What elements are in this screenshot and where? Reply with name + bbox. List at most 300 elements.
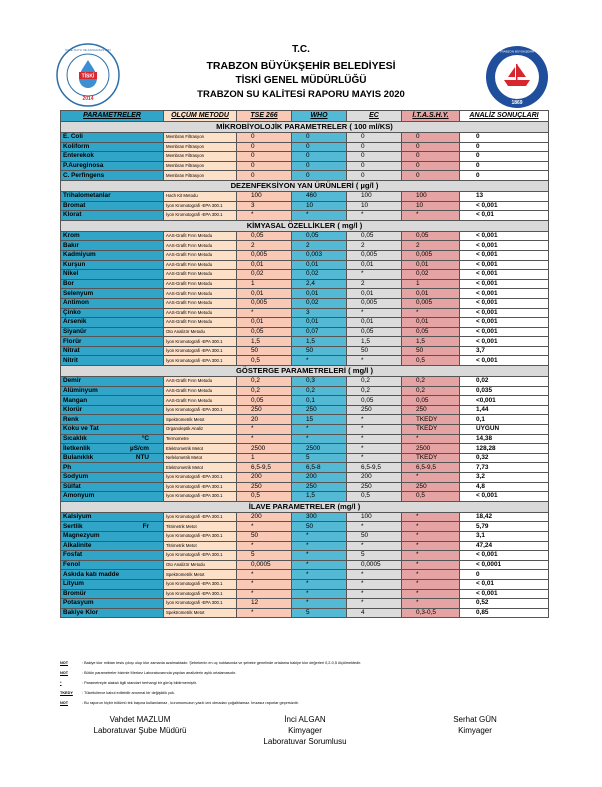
method-cell: AAS-Grafit Fırın Metodu bbox=[164, 377, 237, 387]
tse-cell: * bbox=[237, 589, 292, 599]
signature-title: Kimyager bbox=[288, 726, 322, 735]
who-cell: 200 bbox=[292, 473, 347, 483]
who-cell: 0 bbox=[292, 171, 347, 181]
method-cell: İyon Kromotografi -EPA 300.1 bbox=[164, 512, 237, 522]
result-cell: < 0,001 bbox=[460, 260, 549, 270]
tse-cell: 1 bbox=[237, 453, 292, 463]
result-cell: 0,1 bbox=[460, 415, 549, 425]
itashy-cell: 10 bbox=[402, 201, 460, 211]
result-cell: 3,7 bbox=[460, 346, 549, 356]
tse-cell: 200 bbox=[237, 473, 292, 483]
tse-cell: 250 bbox=[237, 482, 292, 492]
table-row bbox=[61, 560, 549, 570]
parameter-cell bbox=[61, 405, 164, 415]
who-cell: * bbox=[292, 541, 347, 551]
table-row bbox=[61, 405, 549, 415]
tse-cell: 0,005 bbox=[237, 250, 292, 260]
who-cell: * bbox=[292, 425, 347, 435]
itashy-cell: * bbox=[402, 541, 460, 551]
parameter-name: Kurşun bbox=[63, 260, 86, 268]
section-title: GÖSTERGE PARAMETRELERİ ( mg/l ) bbox=[61, 366, 549, 377]
method-cell: AAS-Grafit Fırın Metodu bbox=[164, 318, 237, 328]
tse-cell: 0 bbox=[237, 152, 292, 162]
section-title: DEZENFEKSİYON YAN ÜRÜNLERİ ( µg/l ) bbox=[61, 180, 549, 191]
tse-cell: 1,5 bbox=[237, 337, 292, 347]
itashy-cell: 0,005 bbox=[402, 298, 460, 308]
parameter-cell bbox=[61, 415, 164, 425]
who-cell: 10 bbox=[292, 201, 347, 211]
table-row bbox=[61, 337, 549, 347]
tse-cell: 12 bbox=[237, 599, 292, 609]
who-cell: 5 bbox=[292, 608, 347, 618]
method-cell: Spektrometrik Metot bbox=[164, 415, 237, 425]
result-cell: < 0,001 bbox=[460, 318, 549, 328]
ec-cell: * bbox=[347, 579, 402, 589]
who-cell: 2500 bbox=[292, 444, 347, 454]
itashy-cell: * bbox=[402, 589, 460, 599]
itashy-cell: * bbox=[402, 211, 460, 221]
parameter-name: Klorat bbox=[63, 211, 82, 219]
section-header bbox=[61, 501, 549, 512]
result-cell: 13 bbox=[460, 191, 549, 201]
col-header-itashy: İ.T.A.S.H.Y. bbox=[402, 111, 460, 122]
ec-cell: 0,2 bbox=[347, 377, 402, 387]
svg-text:2014: 2014 bbox=[82, 96, 94, 102]
signature-block-3 bbox=[415, 714, 535, 736]
who-cell: 3 bbox=[292, 308, 347, 318]
method-cell: Oto Analizör Metodu bbox=[164, 327, 237, 337]
who-cell: 50 bbox=[292, 346, 347, 356]
note-line bbox=[60, 691, 560, 701]
table-row bbox=[61, 453, 549, 463]
note-text: : Bütün parametreler bizimle Merkez Laboratuvarında yapılan analizlerin aylık ortalamasıdır. bbox=[82, 671, 237, 675]
result-cell: 0,035 bbox=[460, 386, 549, 396]
who-cell: 250 bbox=[292, 405, 347, 415]
itashy-cell: 0,01 bbox=[402, 260, 460, 270]
parameter-cell bbox=[61, 241, 164, 251]
itashy-cell: * bbox=[402, 579, 460, 589]
result-cell: < 0,001 bbox=[460, 231, 549, 241]
parameter-name: Çinko bbox=[63, 308, 81, 316]
tse-cell: 5 bbox=[237, 551, 292, 561]
ec-cell: 50 bbox=[347, 531, 402, 541]
who-cell: * bbox=[292, 570, 347, 580]
table-row bbox=[61, 260, 549, 270]
method-cell: İyon Kromotografi -EPA 300.1 bbox=[164, 599, 237, 609]
who-cell: * bbox=[292, 551, 347, 561]
itashy-cell: 0,01 bbox=[402, 289, 460, 299]
table-row bbox=[61, 171, 549, 181]
who-cell: 0,05 bbox=[292, 231, 347, 241]
tse-cell: 100 bbox=[237, 191, 292, 201]
parameter-name: Nitrat bbox=[63, 347, 80, 355]
parameter-cell bbox=[61, 270, 164, 280]
parameter-unit: NTU bbox=[135, 454, 149, 462]
tse-cell: 2500 bbox=[237, 444, 292, 454]
itashy-cell: * bbox=[402, 531, 460, 541]
tse-cell: 0,01 bbox=[237, 260, 292, 270]
parameter-name: Renk bbox=[63, 415, 79, 423]
parameter-name: Lityum bbox=[63, 580, 84, 588]
parameter-cell bbox=[61, 211, 164, 221]
parameter-name: İletkenlik bbox=[63, 444, 91, 452]
result-cell: 0 bbox=[460, 570, 549, 580]
who-cell: 1,5 bbox=[292, 337, 347, 347]
svg-text:TRABZON BÜYÜKŞEHİR: TRABZON BÜYÜKŞEHİR bbox=[499, 49, 535, 54]
ec-cell: * bbox=[347, 415, 402, 425]
tse-cell: 20 bbox=[237, 415, 292, 425]
tse-cell: 1 bbox=[237, 279, 292, 289]
result-cell: < 0,001 bbox=[460, 356, 549, 366]
parameter-name: Sıcaklık bbox=[63, 434, 87, 442]
itashy-cell: 0,005 bbox=[402, 250, 460, 260]
itashy-cell: 100 bbox=[402, 191, 460, 201]
result-cell: 3,2 bbox=[460, 473, 549, 483]
method-cell: İyon Kromotografi -EPA 300.1 bbox=[164, 492, 237, 502]
parameter-cell bbox=[61, 463, 164, 473]
tse-cell: 0,05 bbox=[237, 327, 292, 337]
section-header bbox=[61, 366, 549, 377]
tse-cell: 6,5-9,5 bbox=[237, 463, 292, 473]
method-cell: İyon Kromotografi -EPA 300.1 bbox=[164, 531, 237, 541]
method-cell: İyon Kromotografi -EPA 300.1 bbox=[164, 405, 237, 415]
method-cell: İyon Kromotografi -EPA 300.1 bbox=[164, 337, 237, 347]
who-cell: * bbox=[292, 356, 347, 366]
section-title: İLAVE PARAMETRELER (mg/l ) bbox=[61, 501, 549, 512]
parameter-cell bbox=[61, 289, 164, 299]
method-cell: AAS-Grafit Fırın Metodu bbox=[164, 231, 237, 241]
tse-cell: * bbox=[237, 211, 292, 221]
note-text: : Bakiye klor miktarı tesis çıkışı olup klor zamanla azalmaktadır. Şebekenin en uç noktasında ve şebeke genelinde ortalama bakiye klor değerleri 0,2-0,5 ölçülmektedir. bbox=[82, 661, 362, 665]
table-row bbox=[61, 434, 549, 444]
tse-cell: * bbox=[237, 308, 292, 318]
result-cell: < 0,001 bbox=[460, 589, 549, 599]
tse-cell: 200 bbox=[237, 512, 292, 522]
who-cell: 0,01 bbox=[292, 289, 347, 299]
parameter-name: E. Coli bbox=[63, 133, 83, 141]
signature-block-2 bbox=[240, 714, 370, 747]
parameter-cell bbox=[61, 250, 164, 260]
table-row bbox=[61, 356, 549, 366]
method-cell: Membran Filtrasyon bbox=[164, 133, 237, 143]
svg-text:TİSKİ: TİSKİ bbox=[81, 73, 95, 80]
report-header bbox=[0, 44, 602, 101]
note-line bbox=[60, 701, 560, 711]
tse-cell: * bbox=[237, 541, 292, 551]
who-cell: * bbox=[292, 599, 347, 609]
parameter-name: Sertlik bbox=[63, 522, 83, 530]
tse-cell: * bbox=[237, 608, 292, 618]
table-row bbox=[61, 463, 549, 473]
itashy-cell: TKEDY bbox=[402, 425, 460, 435]
parameter-name: Bulanıklık bbox=[63, 454, 94, 462]
table-row bbox=[61, 386, 549, 396]
ec-cell: * bbox=[347, 522, 402, 532]
parameter-cell bbox=[61, 201, 164, 211]
who-cell: 0,3 bbox=[292, 377, 347, 387]
tse-cell: 50 bbox=[237, 531, 292, 541]
parameter-name: Florür bbox=[63, 337, 82, 345]
itashy-cell: 250 bbox=[402, 405, 460, 415]
method-cell: Oto Analizör Metodu bbox=[164, 560, 237, 570]
table-row bbox=[61, 142, 549, 152]
notes bbox=[60, 661, 560, 711]
parameter-cell bbox=[61, 608, 164, 618]
table-row bbox=[61, 201, 549, 211]
itashy-cell: 2 bbox=[402, 241, 460, 251]
result-cell: < 0,001 bbox=[460, 270, 549, 280]
ec-cell: 5 bbox=[347, 551, 402, 561]
parameter-unit: °C bbox=[141, 434, 149, 442]
table-row bbox=[61, 492, 549, 502]
itashy-cell: 6,5-9,5 bbox=[402, 463, 460, 473]
who-cell: 0,07 bbox=[292, 327, 347, 337]
ec-cell: 0,01 bbox=[347, 318, 402, 328]
parameter-cell bbox=[61, 260, 164, 270]
col-header-method: ÖLÇÜM METODU bbox=[164, 111, 237, 122]
who-cell: 50 bbox=[292, 522, 347, 532]
column-header-row bbox=[61, 111, 549, 122]
ec-cell: * bbox=[347, 425, 402, 435]
result-cell: < 0,001 bbox=[460, 298, 549, 308]
parameter-name: Alüminyum bbox=[63, 386, 98, 394]
table-row bbox=[61, 327, 549, 337]
parameter-cell bbox=[61, 377, 164, 387]
result-cell: < 0,001 bbox=[460, 250, 549, 260]
ec-cell: * bbox=[347, 434, 402, 444]
result-cell: 3,1 bbox=[460, 531, 549, 541]
parameter-name: Alkalinite bbox=[63, 541, 92, 549]
itashy-cell: * bbox=[402, 551, 460, 561]
who-cell: 0,01 bbox=[292, 260, 347, 270]
signature-name: Serhat GÜN bbox=[453, 715, 497, 724]
section-header bbox=[61, 122, 549, 133]
itashy-cell: * bbox=[402, 308, 460, 318]
method-cell: AAS-Grafit Fırın Metodu bbox=[164, 241, 237, 251]
itashy-cell: 250 bbox=[402, 482, 460, 492]
method-cell: Membran Filtrasyon bbox=[164, 161, 237, 171]
table-row bbox=[61, 531, 549, 541]
itashy-cell: 1 bbox=[402, 279, 460, 289]
parameter-name: Koku ve Tat bbox=[63, 425, 99, 433]
table-row bbox=[61, 211, 549, 221]
parameter-cell bbox=[61, 356, 164, 366]
itashy-cell: * bbox=[402, 473, 460, 483]
table-row bbox=[61, 551, 549, 561]
itashy-cell: 0,2 bbox=[402, 386, 460, 396]
col-header-results: ANALİZ SONUÇLARI bbox=[460, 111, 549, 122]
parameter-name: Magnezyum bbox=[63, 532, 100, 540]
result-cell: < 0,001 bbox=[460, 201, 549, 211]
result-cell: 1,44 bbox=[460, 405, 549, 415]
ec-cell: 2 bbox=[347, 241, 402, 251]
table-row bbox=[61, 579, 549, 589]
parameter-cell bbox=[61, 522, 164, 532]
parameter-name: Demir bbox=[63, 377, 82, 385]
col-header-who: WHO bbox=[292, 111, 347, 122]
method-cell: AAS-Grafit Fırın Metodu bbox=[164, 396, 237, 406]
method-cell: Membran Filtrasyon bbox=[164, 142, 237, 152]
tse-cell: 0 bbox=[237, 133, 292, 143]
method-cell: İyon Kromotografi -EPA 300.1 bbox=[164, 201, 237, 211]
ec-cell: 0,01 bbox=[347, 289, 402, 299]
parameter-name: Selenyum bbox=[63, 289, 94, 297]
ec-cell: 50 bbox=[347, 346, 402, 356]
who-cell: 300 bbox=[292, 512, 347, 522]
who-cell: 2,4 bbox=[292, 279, 347, 289]
section-title: MİKROBİYOLOJİK PARAMETRELER ( 100 ml/KS) bbox=[61, 122, 549, 133]
parameter-cell bbox=[61, 161, 164, 171]
itashy-cell: 0 bbox=[402, 133, 460, 143]
who-cell: * bbox=[292, 531, 347, 541]
parameter-cell bbox=[61, 531, 164, 541]
parameter-name: P.Aureginosa bbox=[63, 162, 104, 170]
parameter-cell bbox=[61, 298, 164, 308]
who-cell: 250 bbox=[292, 482, 347, 492]
table-row bbox=[61, 318, 549, 328]
method-cell: AAS-Grafit Fırın Metodu bbox=[164, 260, 237, 270]
parameter-name: Sülfat bbox=[63, 482, 81, 490]
parameter-name: Fosfat bbox=[63, 551, 83, 559]
header-municipality: TRABZON BÜYÜKŞEHİR BELEDİYESİ bbox=[206, 60, 396, 72]
col-header-ec: EC bbox=[347, 111, 402, 122]
parameter-cell bbox=[61, 570, 164, 580]
result-cell: 14,38 bbox=[460, 434, 549, 444]
method-cell: AAS-Grafit Fırın Metodu bbox=[164, 289, 237, 299]
parameter-name: Mangan bbox=[63, 396, 88, 404]
ec-cell: 0,01 bbox=[347, 260, 402, 270]
signature-title: Laboratuvar Şube Müdürü bbox=[93, 726, 187, 735]
tse-cell: 0,01 bbox=[237, 289, 292, 299]
tse-cell: 0,2 bbox=[237, 377, 292, 387]
parameter-name: Kadmiyum bbox=[63, 251, 96, 259]
tse-cell: 0,05 bbox=[237, 231, 292, 241]
parameter-name: Arsenik bbox=[63, 318, 87, 326]
ec-cell: 0 bbox=[347, 133, 402, 143]
parameter-cell bbox=[61, 512, 164, 522]
result-cell: < 0,001 bbox=[460, 551, 549, 561]
ec-cell: 0 bbox=[347, 161, 402, 171]
ec-cell: 100 bbox=[347, 512, 402, 522]
method-cell: AAS-Grafit Fırın Metodu bbox=[164, 308, 237, 318]
note-key: NOT bbox=[60, 701, 69, 705]
result-cell: 0 bbox=[460, 171, 549, 181]
table-row bbox=[61, 473, 549, 483]
who-cell: * bbox=[292, 579, 347, 589]
table-row bbox=[61, 161, 549, 171]
tse-cell: * bbox=[237, 570, 292, 580]
table-row bbox=[61, 152, 549, 162]
who-cell: 0 bbox=[292, 133, 347, 143]
table-row bbox=[61, 377, 549, 387]
parameter-cell bbox=[61, 453, 164, 463]
method-cell: İyon Kromotografi -EPA 300.1 bbox=[164, 589, 237, 599]
table-row bbox=[61, 396, 549, 406]
who-cell: 0,02 bbox=[292, 270, 347, 280]
tse-cell: 0,2 bbox=[237, 386, 292, 396]
method-cell: İyon Kromotografi -EPA 300.1 bbox=[164, 551, 237, 561]
who-cell: 15 bbox=[292, 415, 347, 425]
parameter-cell bbox=[61, 308, 164, 318]
ec-cell: * bbox=[347, 270, 402, 280]
ec-cell: 0 bbox=[347, 142, 402, 152]
table-row bbox=[61, 415, 549, 425]
who-cell: 0,02 bbox=[292, 298, 347, 308]
result-cell: < 0,001 bbox=[460, 308, 549, 318]
method-cell: İyon Kromotografi -EPA 300.1 bbox=[164, 579, 237, 589]
who-cell: 2 bbox=[292, 241, 347, 251]
parameter-cell bbox=[61, 152, 164, 162]
itashy-cell: * bbox=[402, 434, 460, 444]
ec-cell: 100 bbox=[347, 191, 402, 201]
table-row bbox=[61, 589, 549, 599]
result-cell: < 0,01 bbox=[460, 211, 549, 221]
note-line bbox=[60, 681, 560, 691]
table-row bbox=[61, 541, 549, 551]
ec-cell: * bbox=[347, 444, 402, 454]
tse-cell: * bbox=[237, 425, 292, 435]
parameter-cell bbox=[61, 492, 164, 502]
itashy-cell: 0,05 bbox=[402, 327, 460, 337]
parameter-cell bbox=[61, 386, 164, 396]
method-cell: İyon Kromotografi -EPA 300.1 bbox=[164, 356, 237, 366]
who-cell: * bbox=[292, 560, 347, 570]
result-cell: < 0,001 bbox=[460, 279, 549, 289]
method-cell: AAS-Grafit Fırın Metodu bbox=[164, 250, 237, 260]
tse-cell: 0,005 bbox=[237, 298, 292, 308]
tse-cell: * bbox=[237, 434, 292, 444]
table-row bbox=[61, 599, 549, 609]
who-cell: 0,003 bbox=[292, 250, 347, 260]
parameter-name: Bromat bbox=[63, 201, 86, 209]
parameter-name: Trihalometanlar bbox=[63, 192, 111, 200]
ec-cell: 6,5-9,5 bbox=[347, 463, 402, 473]
itashy-cell: * bbox=[402, 570, 460, 580]
note-text: : Parametreyle alakalı ilgili standart herhangi bir görüş bildirmemiştir. bbox=[82, 681, 197, 685]
ec-cell: * bbox=[347, 308, 402, 318]
itashy-cell: 0,5 bbox=[402, 492, 460, 502]
water-quality-table bbox=[60, 110, 549, 618]
parameter-cell bbox=[61, 541, 164, 551]
itashy-cell: * bbox=[402, 599, 460, 609]
tse-cell: 0,5 bbox=[237, 492, 292, 502]
note-key: * bbox=[60, 681, 62, 685]
result-cell: 0,85 bbox=[460, 608, 549, 618]
header-tc: T.C. bbox=[292, 44, 310, 55]
method-cell: AAS-Grafit Fırın Metodu bbox=[164, 279, 237, 289]
method-cell: Spektrometrik Metot bbox=[164, 608, 237, 618]
ec-cell: * bbox=[347, 211, 402, 221]
parameter-name: C. Perfingens bbox=[63, 171, 105, 179]
tse-cell: 0,05 bbox=[237, 396, 292, 406]
ec-cell: * bbox=[347, 570, 402, 580]
method-cell: AAS-Grafit Fırın Metodu bbox=[164, 270, 237, 280]
ec-cell: 0,05 bbox=[347, 396, 402, 406]
itashy-cell: 0 bbox=[402, 161, 460, 171]
who-cell: 460 bbox=[292, 191, 347, 201]
result-cell: UYGUN bbox=[460, 425, 549, 435]
result-cell: 5,79 bbox=[460, 522, 549, 532]
table-row bbox=[61, 298, 549, 308]
parameter-cell bbox=[61, 346, 164, 356]
itashy-cell: TKEDY bbox=[402, 453, 460, 463]
tse-cell: 3 bbox=[237, 201, 292, 211]
result-cell: < 0,0001 bbox=[460, 560, 549, 570]
svg-text:1869: 1869 bbox=[511, 100, 523, 106]
ec-cell: 250 bbox=[347, 405, 402, 415]
itashy-cell: 0,5 bbox=[402, 356, 460, 366]
note-line bbox=[60, 671, 560, 681]
